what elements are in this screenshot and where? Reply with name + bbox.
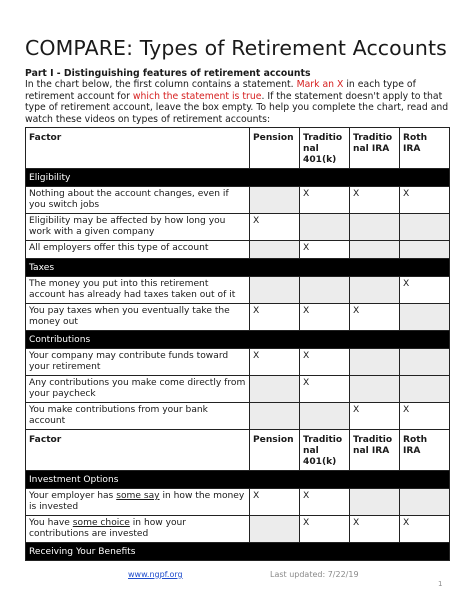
- section-label: Contributions: [26, 331, 450, 349]
- factor-text: You have: [29, 518, 73, 528]
- factor-cell: Your company may contribute funds toward your retirement: [26, 349, 250, 376]
- ngpf-link[interactable]: www.ngpf.org: [128, 570, 183, 579]
- intro-text-c: . If the statement doesn't apply to that type of retirement account, leave the box empty. To help you complete the chart, read and watch these videos on types of retirement accounts:: [25, 90, 449, 125]
- factor-cell: [26, 489, 250, 516]
- table-row: [26, 187, 450, 214]
- header-roth-ira: Roth IRA: [400, 128, 450, 169]
- table-row: [26, 349, 450, 376]
- traditional-401k-cell[interactable]: X: [300, 187, 350, 214]
- roth-ira-cell[interactable]: [400, 241, 450, 259]
- table-header-row-repeat: [26, 430, 450, 471]
- section-label: Taxes: [26, 259, 450, 277]
- intro-highlight-true: which the statement is true: [132, 90, 262, 102]
- table-row: [26, 376, 450, 403]
- part-heading: Part I - Distinguishing features of retirement accounts: [25, 68, 311, 79]
- comparison-table: [25, 127, 450, 561]
- factor-cell: [26, 516, 250, 543]
- roth-ira-cell[interactable]: [400, 304, 450, 331]
- traditional-ira-cell[interactable]: X: [350, 516, 400, 543]
- table-row: [26, 277, 450, 304]
- factor-underlined-text: some choice: [72, 518, 130, 528]
- factor-cell: Eligibility may be affected by how long you work with a given company: [26, 214, 250, 241]
- table-row: [26, 214, 450, 241]
- table-row: [26, 304, 450, 331]
- traditional-ira-cell[interactable]: [350, 241, 400, 259]
- intro-text-a: In the chart below, the first column contains a statement.: [25, 79, 297, 91]
- table-row: [26, 516, 450, 543]
- header-pension: Pension: [250, 430, 300, 471]
- section-row-receiving-benefits: [26, 543, 450, 561]
- header-traditional-ira: Traditio nal IRA: [350, 128, 400, 169]
- intro-highlight-mark: Mark an X: [296, 79, 344, 91]
- traditional-ira-cell[interactable]: [350, 214, 400, 241]
- pension-cell[interactable]: X: [250, 489, 300, 516]
- header-factor: Factor: [26, 128, 250, 169]
- header-factor: Factor: [26, 430, 250, 471]
- page-title: COMPARE: Types of Retirement Accounts: [25, 36, 447, 60]
- roth-ira-cell[interactable]: X: [400, 277, 450, 304]
- table-header-row: [26, 128, 450, 169]
- factor-cell: Any contributions you make come directly from your paycheck: [26, 376, 250, 403]
- traditional-401k-cell[interactable]: [300, 214, 350, 241]
- factor-cell: Nothing about the account changes, even if you switch jobs: [26, 187, 250, 214]
- pension-cell[interactable]: [250, 241, 300, 259]
- intro-text-b: in each type of retirement account for: [25, 79, 416, 102]
- roth-ira-cell[interactable]: [400, 349, 450, 376]
- traditional-ira-cell[interactable]: X: [350, 187, 400, 214]
- roth-ira-cell[interactable]: X: [400, 516, 450, 543]
- pension-cell[interactable]: X: [250, 304, 300, 331]
- traditional-401k-cell[interactable]: X: [300, 516, 350, 543]
- pension-cell[interactable]: [250, 403, 300, 430]
- section-label: Receiving Your Benefits: [26, 543, 450, 561]
- header-traditional-401k: Traditio nal 401(k): [300, 430, 350, 471]
- roth-ira-cell[interactable]: X: [400, 403, 450, 430]
- factor-cell: You pay taxes when you eventually take the money out: [26, 304, 250, 331]
- table-row: [26, 241, 450, 259]
- pension-cell[interactable]: [250, 187, 300, 214]
- factor-cell: The money you put into this retirement account has already had taxes taken out of it: [26, 277, 250, 304]
- factor-cell: All employers offer this type of account: [26, 241, 250, 259]
- header-pension: Pension: [250, 128, 300, 169]
- section-label: Eligibility: [26, 169, 450, 187]
- traditional-ira-cell[interactable]: [350, 277, 400, 304]
- traditional-401k-cell[interactable]: X: [300, 489, 350, 516]
- traditional-ira-cell[interactable]: [350, 349, 400, 376]
- traditional-401k-cell[interactable]: [300, 403, 350, 430]
- factor-text: Your employer has: [29, 491, 117, 501]
- section-label: Investment Options: [26, 471, 450, 489]
- roth-ira-cell[interactable]: [400, 376, 450, 403]
- page-number: 1: [438, 580, 443, 588]
- traditional-ira-cell[interactable]: X: [350, 403, 400, 430]
- traditional-ira-cell[interactable]: [350, 376, 400, 403]
- factor-text: in how your contributions are invested: [29, 518, 187, 539]
- section-row-taxes: [26, 259, 450, 277]
- traditional-401k-cell[interactable]: X: [300, 304, 350, 331]
- pension-cell[interactable]: [250, 277, 300, 304]
- roth-ira-cell[interactable]: [400, 214, 450, 241]
- header-roth-ira: Roth IRA: [400, 430, 450, 471]
- section-row-eligibility: [26, 169, 450, 187]
- traditional-401k-cell[interactable]: X: [300, 349, 350, 376]
- factor-cell: You make contributions from your bank account: [26, 403, 250, 430]
- header-traditional-401k: Traditio nal 401(k): [300, 128, 350, 169]
- factor-underlined-text: some say: [116, 491, 160, 501]
- pension-cell[interactable]: X: [250, 349, 300, 376]
- traditional-401k-cell[interactable]: X: [300, 376, 350, 403]
- header-traditional-ira: Traditio nal IRA: [350, 430, 400, 471]
- last-updated-text: Last updated: 7/22/19: [270, 570, 359, 579]
- traditional-401k-cell[interactable]: [300, 277, 350, 304]
- roth-ira-cell[interactable]: [400, 489, 450, 516]
- pension-cell[interactable]: X: [250, 214, 300, 241]
- table-row: [26, 403, 450, 430]
- traditional-401k-cell[interactable]: X: [300, 241, 350, 259]
- pension-cell[interactable]: [250, 376, 300, 403]
- traditional-ira-cell[interactable]: [350, 489, 400, 516]
- section-row-contributions: [26, 331, 450, 349]
- traditional-ira-cell[interactable]: X: [350, 304, 400, 331]
- section-row-investment-options: [26, 471, 450, 489]
- factor-text: in how the money is invested: [29, 491, 245, 512]
- pension-cell[interactable]: [250, 516, 300, 543]
- intro-paragraph: [25, 68, 455, 125]
- table-row: [26, 489, 450, 516]
- roth-ira-cell[interactable]: X: [400, 187, 450, 214]
